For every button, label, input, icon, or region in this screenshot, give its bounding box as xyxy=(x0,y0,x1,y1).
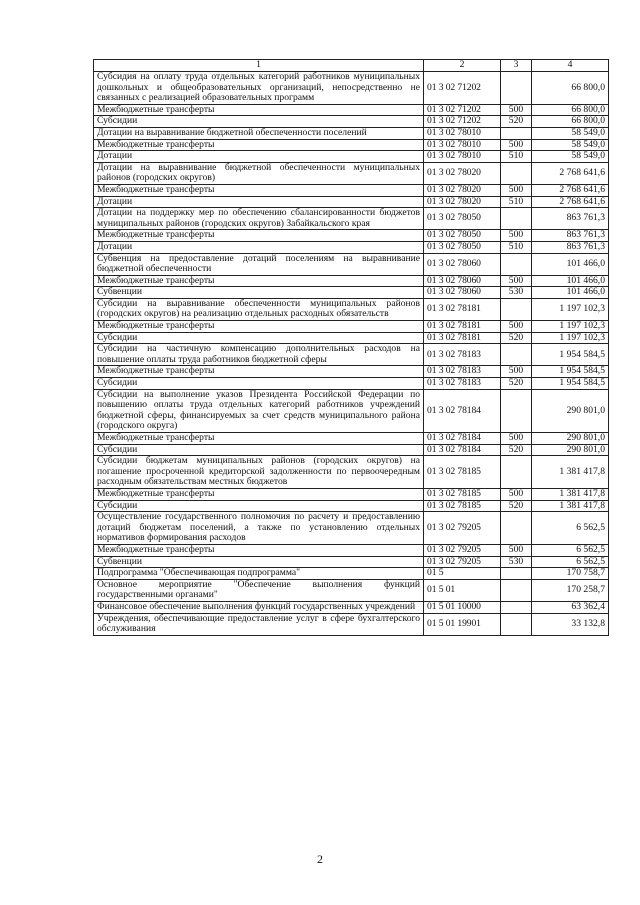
table-row xyxy=(94,500,609,512)
row-amount: 863 761,3 xyxy=(532,241,609,253)
row-amount: 1 197 102,3 xyxy=(532,298,609,320)
table-row xyxy=(94,151,609,163)
row-code: 01 3 02 78060 xyxy=(424,253,501,275)
table-row xyxy=(94,162,609,184)
row-code: 01 3 02 78185 xyxy=(424,488,501,500)
row-amount: 101 466,0 xyxy=(532,275,609,287)
row-description: Межбюджетные трансферты xyxy=(94,488,424,500)
row-expense-type xyxy=(501,456,532,489)
row-amount: 6 562,5 xyxy=(532,556,609,568)
row-code: 01 3 02 78050 xyxy=(424,208,501,230)
table-row xyxy=(94,332,609,344)
row-code: 01 3 02 78020 xyxy=(424,184,501,196)
row-amount: 66 800,0 xyxy=(532,104,609,116)
row-amount: 63 362,4 xyxy=(532,601,609,613)
row-description: Субвенции xyxy=(94,556,424,568)
row-description: Финансовое обеспечение выполнения функций государственных учреждений xyxy=(94,601,424,613)
row-amount: 6 562,5 xyxy=(532,544,609,556)
row-description: Межбюджетные трансферты xyxy=(94,139,424,151)
row-code: 01 3 02 78050 xyxy=(424,230,501,242)
row-code: 01 3 02 79205 xyxy=(424,544,501,556)
table-row xyxy=(94,230,609,242)
row-description: Дотации xyxy=(94,241,424,253)
row-amount: 863 761,3 xyxy=(532,230,609,242)
row-expense-type: 520 xyxy=(501,500,532,512)
row-code: 01 3 02 71202 xyxy=(424,104,501,116)
row-amount: 66 800,0 xyxy=(532,72,609,105)
row-amount: 170 758,7 xyxy=(532,568,609,580)
row-description: Субсидии на частичную компенсацию дополнительных расходов на повышение оплаты труда работников бюджетной сферы xyxy=(94,344,424,366)
row-expense-type: 510 xyxy=(501,241,532,253)
row-amount: 1 954 584,5 xyxy=(532,366,609,378)
row-amount: 2 768 641,6 xyxy=(532,162,609,184)
row-code: 01 3 02 78181 xyxy=(424,298,501,320)
row-code: 01 3 02 78060 xyxy=(424,275,501,287)
row-amount: 1 197 102,3 xyxy=(532,332,609,344)
row-expense-type: 520 xyxy=(501,444,532,456)
row-expense-type: 500 xyxy=(501,544,532,556)
table-row xyxy=(94,579,609,601)
row-code: 01 3 02 78185 xyxy=(424,500,501,512)
row-expense-type: 500 xyxy=(501,488,532,500)
row-description: Учреждения, обеспечивающие предоставление услуг в сфере бухгалтерского обслуживания xyxy=(94,613,424,635)
row-description: Субсидии xyxy=(94,444,424,456)
row-expense-type xyxy=(501,253,532,275)
row-description: Межбюджетные трансферты xyxy=(94,366,424,378)
table-row xyxy=(94,241,609,253)
row-expense-type xyxy=(501,72,532,105)
table-row xyxy=(94,104,609,116)
row-expense-type xyxy=(501,389,532,432)
table-row xyxy=(94,116,609,128)
row-amount: 863 761,3 xyxy=(532,208,609,230)
table-row xyxy=(94,601,609,613)
row-code: 01 3 02 78181 xyxy=(424,332,501,344)
row-amount: 170 258,7 xyxy=(532,579,609,601)
table-row xyxy=(94,344,609,366)
header-cell-2: 2 xyxy=(424,60,501,72)
row-code: 01 3 02 78181 xyxy=(424,321,501,333)
row-expense-type xyxy=(501,613,532,635)
row-amount: 58 549,0 xyxy=(532,127,609,139)
row-amount: 1 381 417,8 xyxy=(532,456,609,489)
row-description: Подпрограмма "Обеспечивающая подпрограмма" xyxy=(94,568,424,580)
row-code: 01 3 02 78183 xyxy=(424,378,501,390)
table-row xyxy=(94,196,609,208)
page-number: 2 xyxy=(317,852,323,866)
row-description: Субвенция на предоставление дотаций поселениям на выравнивание бюджетной обеспеченности xyxy=(94,253,424,275)
row-code: 01 3 02 78010 xyxy=(424,127,501,139)
table-row xyxy=(94,366,609,378)
row-amount: 101 466,0 xyxy=(532,287,609,299)
table-row xyxy=(94,568,609,580)
table-row xyxy=(94,444,609,456)
table-row xyxy=(94,72,609,105)
row-amount: 2 768 641,6 xyxy=(532,196,609,208)
row-code: 01 3 02 78185 xyxy=(424,456,501,489)
row-code: 01 3 02 78010 xyxy=(424,139,501,151)
row-code: 01 3 02 79205 xyxy=(424,556,501,568)
row-code: 01 5 01 19901 xyxy=(424,613,501,635)
row-code: 01 3 02 79205 xyxy=(424,512,501,545)
row-description: Основное мероприятие "Обеспечение выполнения функций государственными органами" xyxy=(94,579,424,601)
row-description: Межбюджетные трансферты xyxy=(94,275,424,287)
row-amount: 1 381 417,8 xyxy=(532,500,609,512)
budget-table xyxy=(93,59,609,636)
row-description: Межбюджетные трансферты xyxy=(94,104,424,116)
row-description: Дотации на поддержку мер по обеспечению сбалансированности бюджетов муниципальных районов (городских округов) Забайкальского края xyxy=(94,208,424,230)
row-expense-type xyxy=(501,162,532,184)
row-code: 01 5 01 xyxy=(424,579,501,601)
row-description: Дотации xyxy=(94,151,424,163)
row-description: Субсидии на выполнение указов Президента Российской Федерации по повышению оплаты труда отдельных категорий работников учреждений бюджетной сферы, финансируемых за счет средств муниципального района (городского округа) xyxy=(94,389,424,432)
row-description: Дотации xyxy=(94,196,424,208)
row-amount: 66 800,0 xyxy=(532,116,609,128)
table-row xyxy=(94,544,609,556)
row-code: 01 3 02 78050 xyxy=(424,241,501,253)
row-description: Дотации на выравнивание бюджетной обеспеченности поселений xyxy=(94,127,424,139)
row-amount: 1 381 417,8 xyxy=(532,488,609,500)
table-body xyxy=(94,60,609,636)
header-cell-1: 1 xyxy=(94,60,424,72)
header-row xyxy=(94,60,609,72)
row-code: 01 3 02 78020 xyxy=(424,162,501,184)
row-expense-type: 500 xyxy=(501,275,532,287)
row-expense-type: 520 xyxy=(501,332,532,344)
table-row xyxy=(94,208,609,230)
row-description: Субсидии бюджетам муниципальных районов (городских округов) на погашение просроченной кредиторской задолженности по первоочередным расходным обязательствам местных бюджетов xyxy=(94,456,424,489)
row-expense-type: 510 xyxy=(501,151,532,163)
row-description: Осуществление государственного полномочия по расчету и предоставлению дотаций бюджетам поселений, а также по установлению отдельных нормативов формирования расходов xyxy=(94,512,424,545)
row-description: Субвенции xyxy=(94,287,424,299)
row-description: Межбюджетные трансферты xyxy=(94,184,424,196)
row-description: Субсидия на оплату труда отдельных категорий работников муниципальных дошкольных и общеобразовательных организаций, непосредственно не связанных с реализацией образовательных программ xyxy=(94,72,424,105)
row-expense-type xyxy=(501,208,532,230)
table-row xyxy=(94,287,609,299)
header-cell-3: 3 xyxy=(501,60,532,72)
table-row xyxy=(94,512,609,545)
row-code: 01 3 02 78184 xyxy=(424,389,501,432)
row-expense-type: 500 xyxy=(501,366,532,378)
row-expense-type: 510 xyxy=(501,196,532,208)
row-expense-type xyxy=(501,601,532,613)
table-row xyxy=(94,488,609,500)
row-code: 01 5 01 10000 xyxy=(424,601,501,613)
table-row xyxy=(94,127,609,139)
row-expense-type: 520 xyxy=(501,116,532,128)
row-expense-type: 500 xyxy=(501,184,532,196)
row-code: 01 3 02 78184 xyxy=(424,444,501,456)
row-expense-type xyxy=(501,579,532,601)
table-row xyxy=(94,456,609,489)
row-expense-type: 530 xyxy=(501,287,532,299)
row-code: 01 5 xyxy=(424,568,501,580)
table-row xyxy=(94,253,609,275)
row-amount: 58 549,0 xyxy=(532,151,609,163)
table-row xyxy=(94,556,609,568)
row-expense-type: 500 xyxy=(501,139,532,151)
row-description: Межбюджетные трансферты xyxy=(94,321,424,333)
row-amount: 33 132,8 xyxy=(532,613,609,635)
row-amount: 1 954 584,5 xyxy=(532,378,609,390)
row-code: 01 3 02 78184 xyxy=(424,433,501,445)
row-description: Субсидии xyxy=(94,378,424,390)
row-expense-type: 500 xyxy=(501,321,532,333)
table-row xyxy=(94,378,609,390)
row-code: 01 3 02 71202 xyxy=(424,72,501,105)
table-row xyxy=(94,389,609,432)
row-amount: 2 768 641,6 xyxy=(532,184,609,196)
row-description: Межбюджетные трансферты xyxy=(94,230,424,242)
row-expense-type: 500 xyxy=(501,104,532,116)
table-row xyxy=(94,275,609,287)
row-expense-type: 500 xyxy=(501,433,532,445)
row-description: Субсидии xyxy=(94,116,424,128)
row-code: 01 3 02 78060 xyxy=(424,287,501,299)
row-expense-type xyxy=(501,298,532,320)
row-amount: 290 801,0 xyxy=(532,433,609,445)
row-description: Субсидии xyxy=(94,500,424,512)
row-expense-type: 520 xyxy=(501,378,532,390)
row-expense-type: 500 xyxy=(501,230,532,242)
table-row xyxy=(94,184,609,196)
row-code: 01 3 02 78183 xyxy=(424,344,501,366)
row-code: 01 3 02 78020 xyxy=(424,196,501,208)
row-amount: 290 801,0 xyxy=(532,389,609,432)
row-amount: 1 954 584,5 xyxy=(532,344,609,366)
row-amount: 101 466,0 xyxy=(532,253,609,275)
row-amount: 290 801,0 xyxy=(532,444,609,456)
row-code: 01 3 02 78010 xyxy=(424,151,501,163)
row-description: Межбюджетные трансферты xyxy=(94,433,424,445)
row-amount: 58 549,0 xyxy=(532,139,609,151)
row-amount: 6 562,5 xyxy=(532,512,609,545)
table-row xyxy=(94,139,609,151)
table-row xyxy=(94,298,609,320)
row-description: Дотации на выравнивание бюджетной обеспеченности муниципальных районов (городских округов) xyxy=(94,162,424,184)
row-expense-type xyxy=(501,127,532,139)
row-code: 01 3 02 78183 xyxy=(424,366,501,378)
header-cell-4: 4 xyxy=(532,60,609,72)
table-row xyxy=(94,321,609,333)
row-description: Субсидии на выравнивание обеспеченности муниципальных районов (городских округов) на реализацию отдельных расходных обязательств xyxy=(94,298,424,320)
row-expense-type xyxy=(501,512,532,545)
table-row xyxy=(94,613,609,635)
row-code: 01 3 02 71202 xyxy=(424,116,501,128)
row-expense-type: 530 xyxy=(501,556,532,568)
table-row xyxy=(94,433,609,445)
row-expense-type xyxy=(501,568,532,580)
row-amount: 1 197 102,3 xyxy=(532,321,609,333)
row-expense-type xyxy=(501,344,532,366)
row-description: Межбюджетные трансферты xyxy=(94,544,424,556)
row-description: Субсидии xyxy=(94,332,424,344)
